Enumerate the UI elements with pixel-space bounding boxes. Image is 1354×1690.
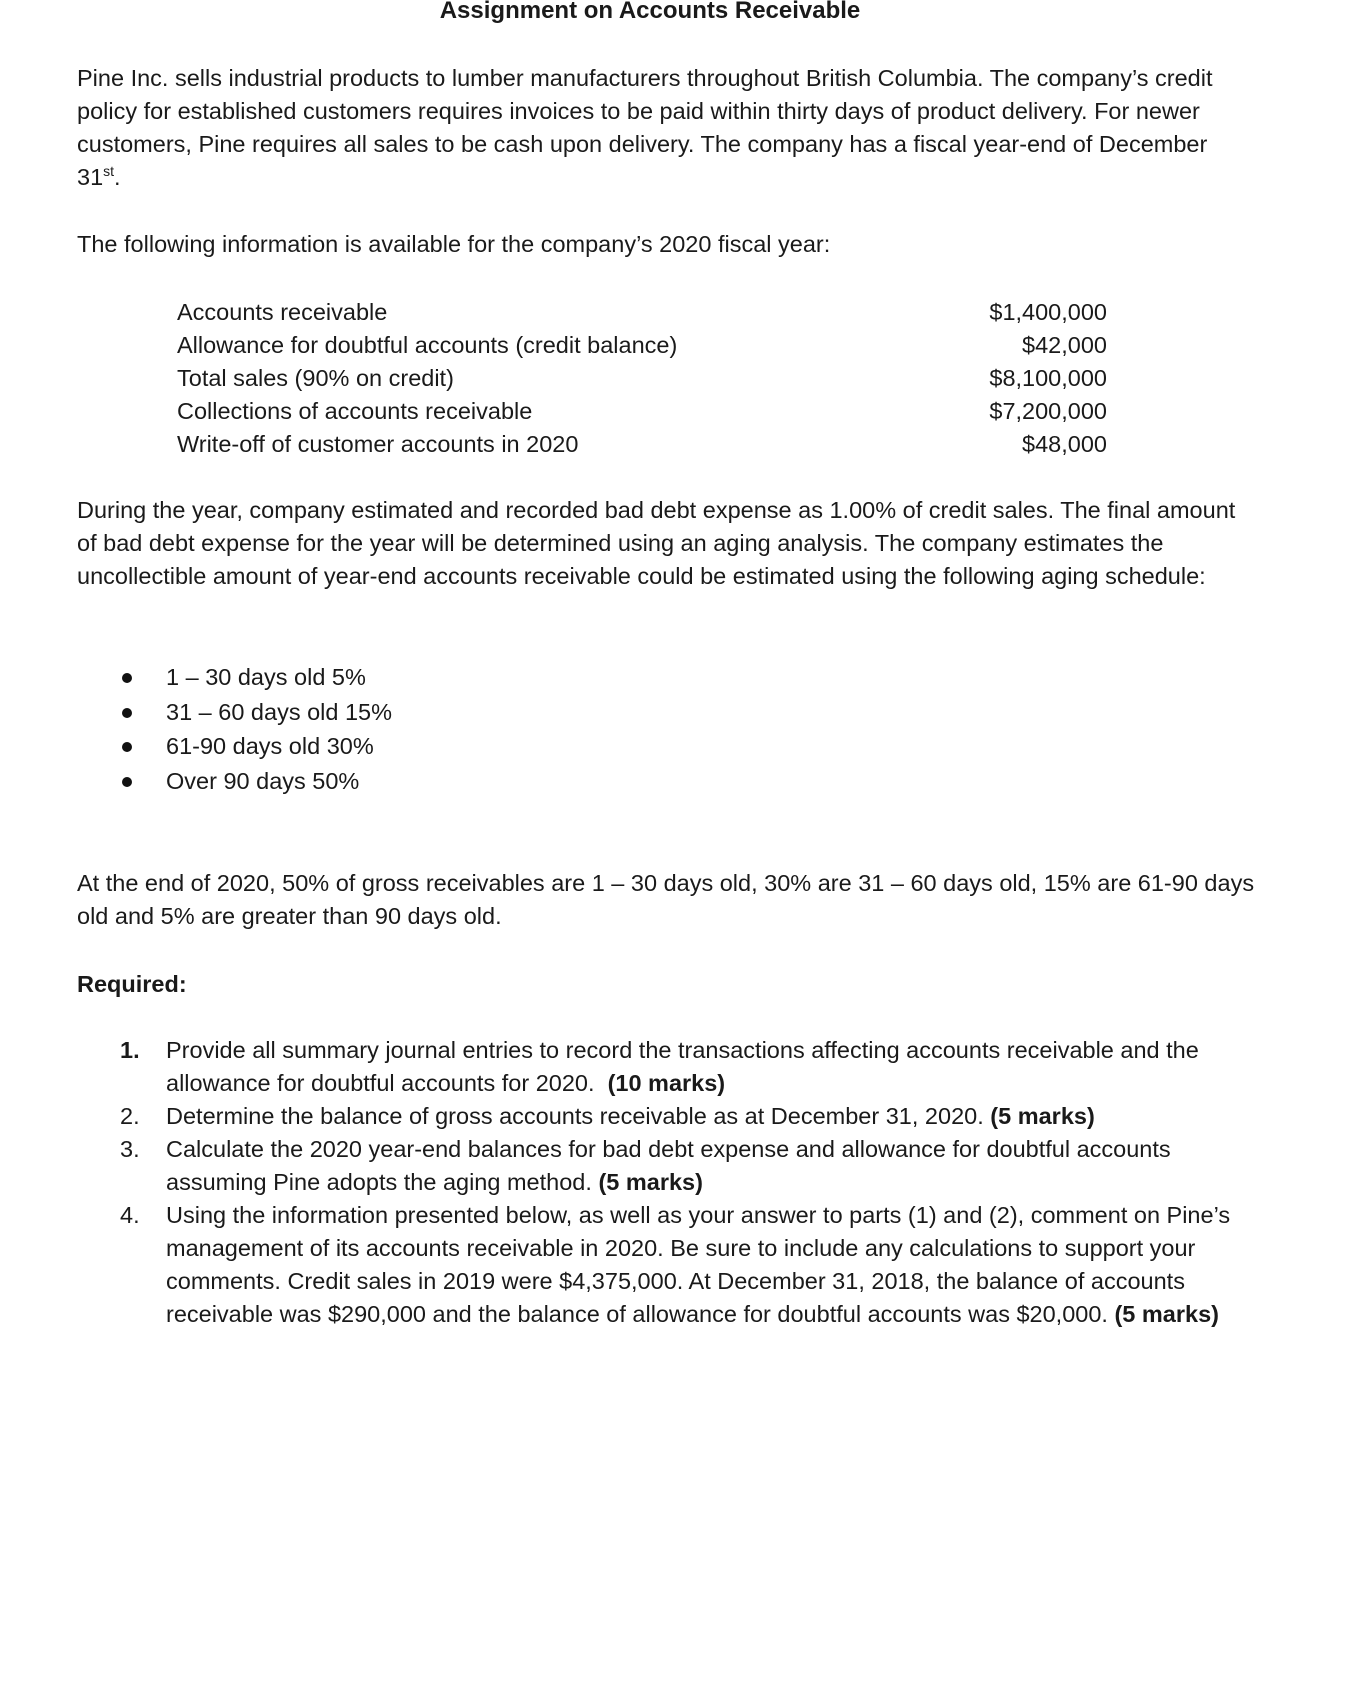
info-label: Total sales (90% on credit) xyxy=(177,365,454,391)
aging-item-text: 1 – 30 days old 5% xyxy=(166,664,366,690)
info-row xyxy=(177,362,1107,395)
info-label: Collections of accounts receivable xyxy=(177,398,533,424)
info-row xyxy=(177,428,1107,461)
bad-debt-paragraph: During the year, company estimated and recorded bad debt expense as 1.00% of credit sales. The final amount of bad debt expense for the year will be determined using an aging analysis. The company estimates the uncollectible amount of year-end accounts receivable could be estimated using the following aging schedule: xyxy=(77,497,1236,589)
info-row xyxy=(177,395,1107,428)
info-label: Write-off of customer accounts in 2020 xyxy=(177,431,579,457)
intro-superscript: st xyxy=(103,163,115,179)
required-item-text: Determine the balance of gross accounts receivable as at December 31, 2020. xyxy=(166,1103,984,1129)
info-value: $8,100,000 xyxy=(989,365,1107,391)
list-item xyxy=(110,764,392,799)
aging-item-text: 31 – 60 days old 15% xyxy=(166,698,393,725)
aging-schedule-list xyxy=(110,660,392,798)
intro-paragraph xyxy=(77,62,1257,194)
required-item-number: 2. xyxy=(120,1103,140,1129)
aging-item-text: 61-90 days old 30% xyxy=(166,733,374,759)
required-item-marks: (5 marks) xyxy=(1114,1301,1219,1327)
required-item xyxy=(112,1199,1262,1331)
required-item-number: 1. xyxy=(120,1037,140,1063)
required-list xyxy=(112,1034,1262,1331)
required-item xyxy=(112,1034,1262,1100)
intro-end: . xyxy=(114,164,121,190)
intro-text: Pine Inc. sells industrial products to lumber manufacturers throughout British Columbia. The company’s credit policy for established customers requires invoices to be paid within thirty days of product delivery. For newer customers, Pine requires all sales to be cash upon delivery. The company has a fiscal year-end of December 31 xyxy=(77,65,1213,190)
required-heading: Required: xyxy=(77,971,187,997)
info-value: $7,200,000 xyxy=(989,398,1107,424)
list-item xyxy=(110,695,392,730)
required-item-marks: (5 marks) xyxy=(990,1103,1095,1129)
aging-item-text: Over 90 days 50% xyxy=(166,767,360,794)
required-item-number: 3. xyxy=(120,1136,140,1162)
info-value: $42,000 xyxy=(1022,332,1107,358)
list-item xyxy=(110,660,392,695)
info-value: $48,000 xyxy=(1022,431,1107,457)
list-item xyxy=(110,729,392,764)
required-item-marks: (5 marks) xyxy=(598,1169,703,1195)
info-row xyxy=(177,329,1107,362)
required-item-text: Using the information presented below, as well as your answer to parts (1) and (2), comment on Pine’s management of its accounts receivable in 2020. Be sure to include any calculations to support your comments. Credit sales in 2019 were $4,375,000. At December 31, 2018, the balance of accounts receivable was $290,000 and the balance of allowance for doubtful accounts was $20,000. xyxy=(166,1202,1231,1327)
bullet-icon xyxy=(122,673,132,683)
required-item xyxy=(112,1133,1262,1199)
bullet-icon xyxy=(122,708,132,718)
required-item-marks: (10 marks) xyxy=(607,1070,726,1096)
bullet-icon xyxy=(122,742,132,752)
required-item-text: Calculate the 2020 year-end balances for bad debt expense and allowance for doubtful accounts assuming Pine adopts the aging method. xyxy=(166,1136,1171,1195)
info-value: $1,400,000 xyxy=(989,299,1107,325)
info-row xyxy=(177,296,1107,329)
required-item-text: Provide all summary journal entries to record the transactions affecting accounts receivable and the allowance for doubtful accounts for 2020. xyxy=(166,1037,1199,1096)
required-item-number: 4. xyxy=(120,1202,140,1228)
bullet-icon xyxy=(122,777,132,787)
info-label: Allowance for doubtful accounts (credit balance) xyxy=(177,332,678,358)
info-lead-paragraph: The following information is available for the company’s 2020 fiscal year: xyxy=(77,231,831,257)
page-title: Assignment on Accounts Receivable xyxy=(439,0,861,24)
required-item xyxy=(112,1100,1262,1133)
info-label: Accounts receivable xyxy=(177,299,388,325)
fiscal-info-table xyxy=(177,296,1107,461)
year-end-paragraph: At the end of 2020, 50% of gross receivables are 1 – 30 days old, 30% are 31 – 60 days old, 15% are 61-90 days old and 5% are greater than 90 days old. xyxy=(77,870,1255,929)
